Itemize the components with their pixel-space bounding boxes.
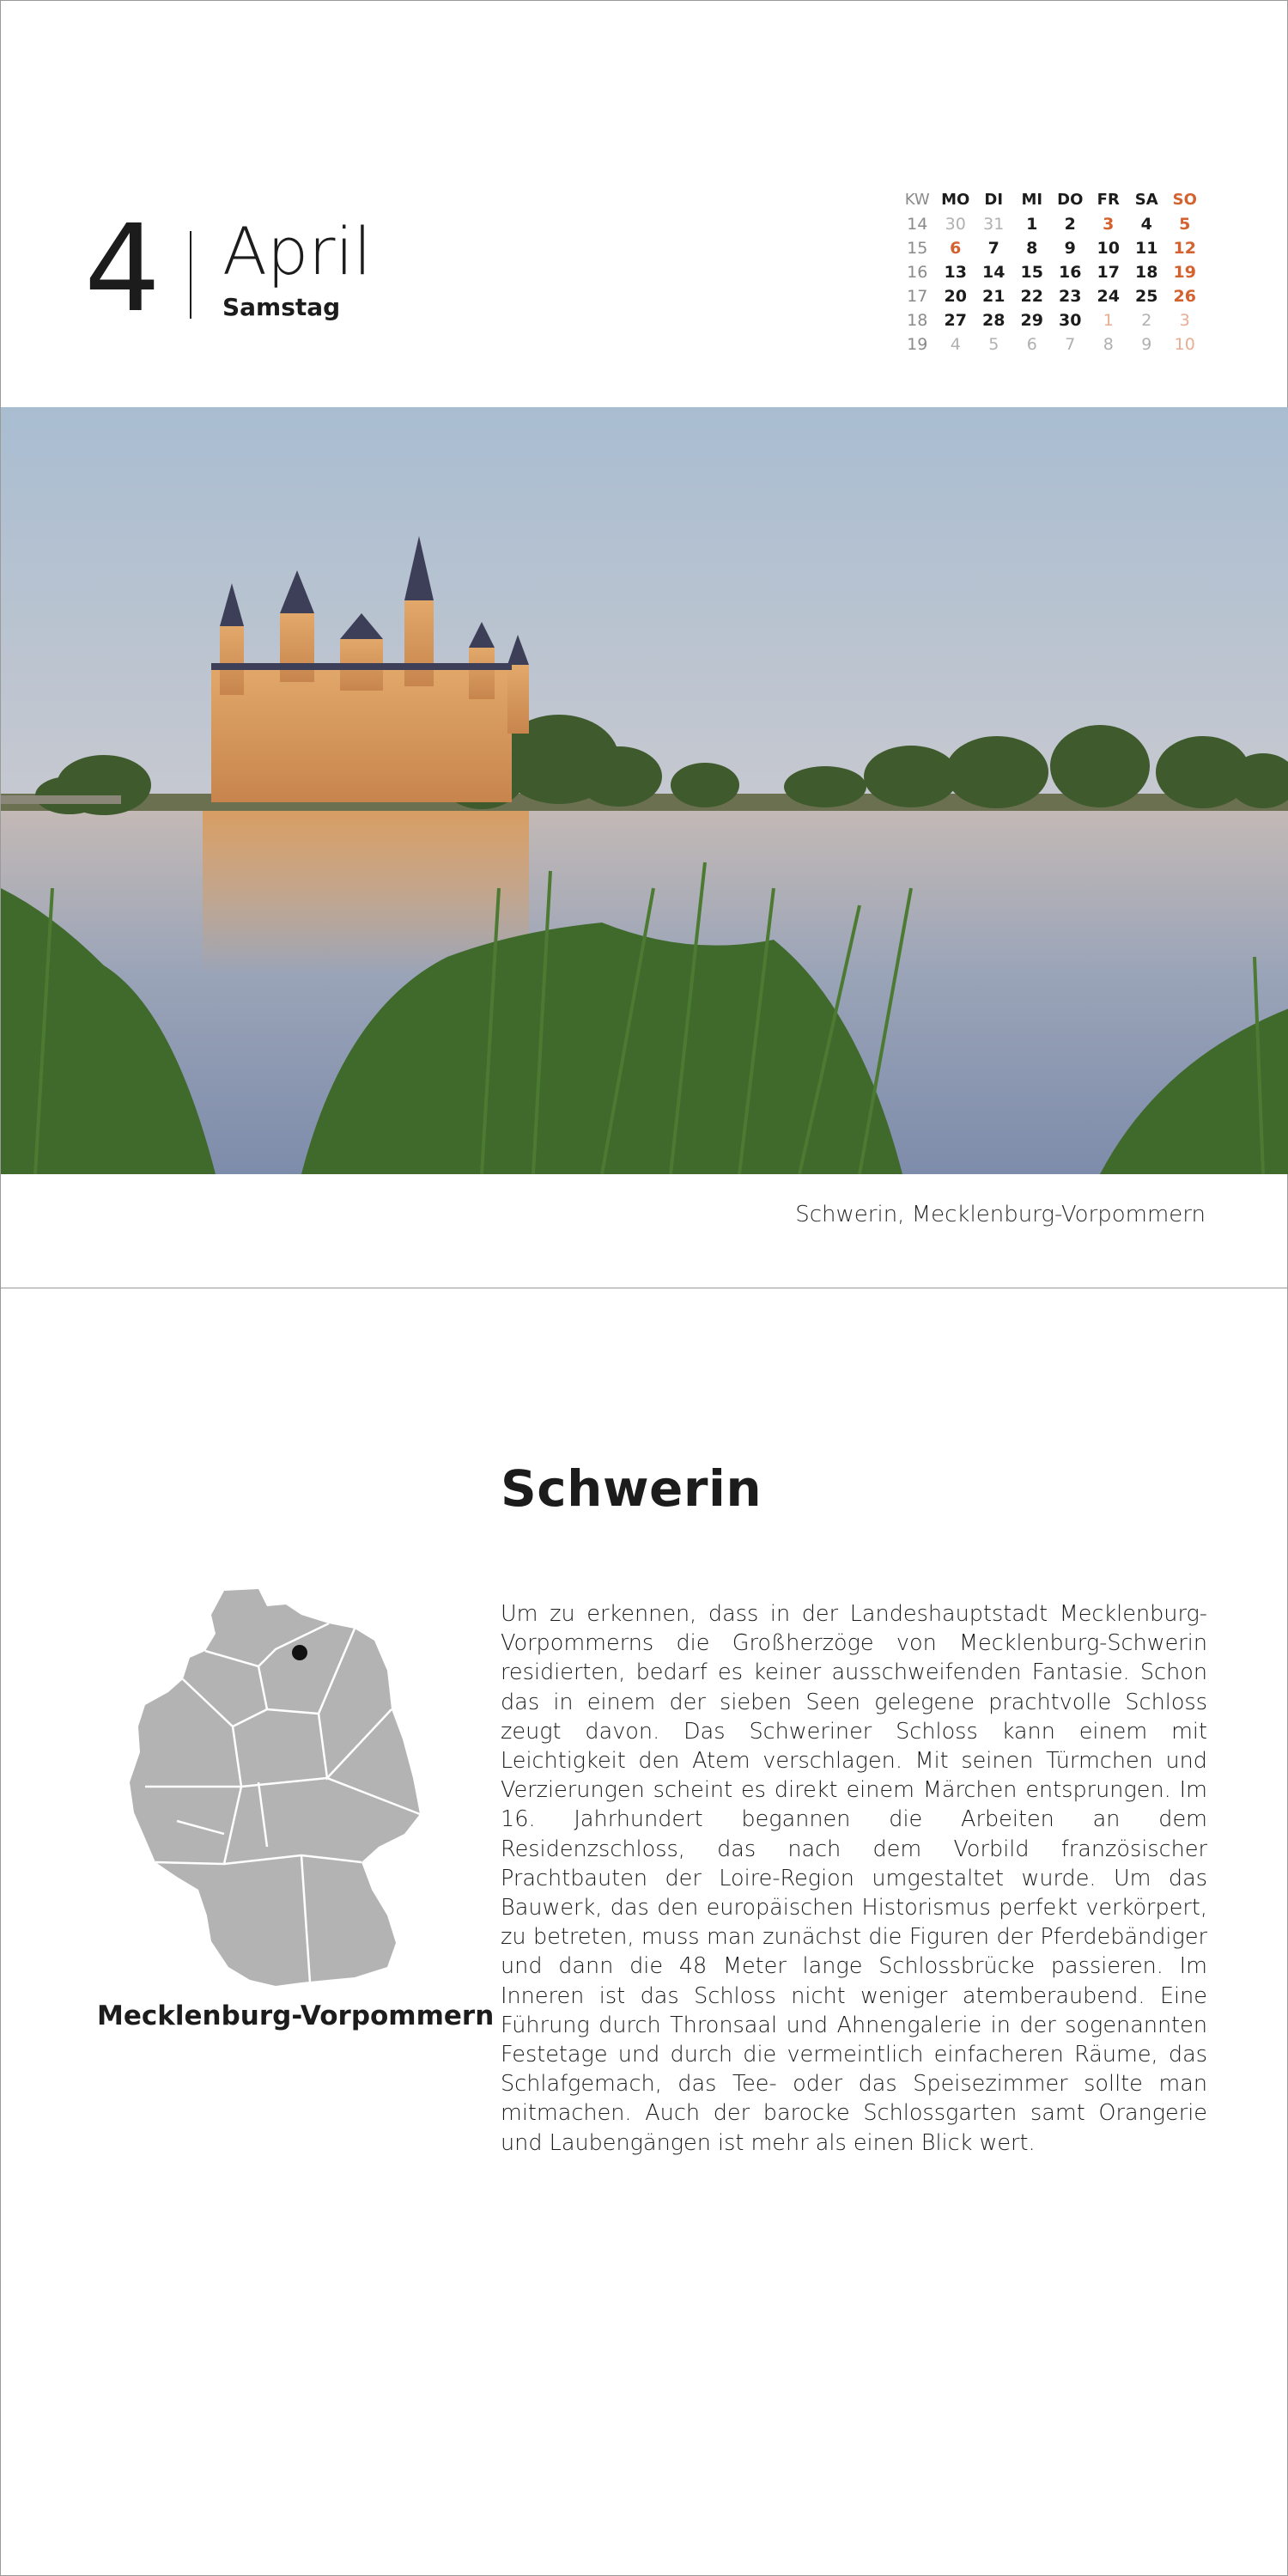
article-title: Schwerin	[501, 1459, 762, 1518]
calendar-day: 3	[1179, 311, 1190, 330]
calendar-day: 1	[1026, 215, 1038, 234]
calendar-header-fr: FR	[1097, 191, 1120, 209]
weekday-name: Samstag	[222, 293, 341, 321]
landscape-photo	[1, 407, 1288, 1174]
calendar-day: 30	[945, 215, 966, 234]
calendar-day: 7	[987, 239, 999, 258]
day-number: 4	[84, 199, 158, 339]
calendar-header-sa: SA	[1134, 191, 1158, 209]
calendar-week-row	[898, 260, 1204, 284]
calendar-day: 27	[944, 311, 967, 330]
calendar-day: 2	[1141, 311, 1152, 330]
calendar-day: 10	[1174, 335, 1195, 354]
calendar-day: 8	[1026, 239, 1038, 258]
calendar-day: 2	[1064, 215, 1076, 234]
mini-month-calendar	[898, 188, 1204, 356]
calendar-day: 6	[950, 239, 962, 258]
calendar-day: 21	[982, 287, 1005, 306]
germany-map	[130, 1589, 439, 1993]
calendar-week-row	[898, 236, 1204, 260]
calendar-day: 22	[1020, 287, 1043, 306]
calendar-day: 8	[1103, 335, 1114, 354]
calendar-header-so: SO	[1172, 191, 1197, 209]
calendar-day: 14	[982, 263, 1005, 282]
calendar-day: 5	[988, 335, 999, 354]
calendar-week-row	[898, 332, 1204, 356]
calendar-day: 1	[1103, 311, 1114, 330]
calendar-day: 4	[1140, 215, 1152, 234]
calendar-header-di: DI	[984, 191, 1004, 209]
month-name: April	[222, 213, 372, 289]
calendar-header-mi: MI	[1021, 191, 1043, 209]
calendar-week-number: 16	[907, 263, 928, 282]
calendar-day: 19	[1173, 263, 1196, 282]
calendar-header-kw: KW	[904, 191, 930, 209]
calendar-day: 9	[1141, 335, 1152, 354]
mini-calendar-header-row	[898, 188, 1204, 212]
calendar-day: 17	[1097, 263, 1120, 282]
calendar-day: 16	[1059, 263, 1082, 282]
calendar-day: 24	[1097, 287, 1120, 306]
calendar-day: 13	[944, 263, 967, 282]
article-body: Um zu erkennen, dass in der Landeshauptstadt Mecklenburg-Vorpommerns die Großherzöge von Mecklenburg-Schwerin residierten, bedarf es keiner ausschweifenden Fantasie. Schon das in einem der sieben Seen gelegene prachtvolle Schloss zeugt davon. Das Schweriner Schloss kann einem mit Leichtigkeit den Atem verschlagen. Mit seinen Türmchen und Verzierungen scheint es direkt einem Märchen entsprungen. Im 16. Jahrhundert begannen die Arbeiten an dem Residenzschloss, das nach dem Vorbild französischer Prachtbauten der Loire-Region umgestaltet wurde. Um das Bauwerk, das den europäischen Historismus perfekt verkörpert, zu betreten, muss man zunächst die Figuren der Pferdebändiger und dann die 48 Meter lange Schlossbrücke passieren. Im Inneren ist das Schloss nicht weniger atemberaubend. Eine Führung durch Thronsaal und Ahnengalerie in der sogenannten Festetage und durch die vermeintlich einfacheren Räume, das Schlafgemach, das Tee- oder das Speisezimmer sollte man mitmachen. Auch der barocke Schlossgarten samt Orangerie und Laubengängen ist mehr als einen Blick wert.	[501, 1601, 1207, 2156]
calendar-week-number: 17	[907, 287, 928, 306]
region-label: Mecklenburg-Vorpommern	[97, 2001, 495, 2031]
date-divider	[190, 231, 191, 319]
calendar-day: 15	[1020, 263, 1043, 282]
article-sheet	[0, 1288, 1288, 2576]
calendar-day: 30	[1059, 311, 1082, 330]
calendar-day: 12	[1173, 239, 1196, 258]
calendar-day: 7	[1065, 335, 1076, 354]
calendar-week-row	[898, 284, 1204, 308]
calendar-week-number: 15	[907, 239, 928, 258]
calendar-day: 20	[944, 287, 967, 306]
calendar-week-row	[898, 212, 1204, 236]
calendar-day: 28	[982, 311, 1005, 330]
calendar-day: 11	[1135, 239, 1158, 258]
calendar-day: 4	[950, 335, 961, 354]
calendar-day: 25	[1135, 287, 1158, 306]
calendar-day: 9	[1064, 239, 1076, 258]
calendar-day: 3	[1103, 215, 1115, 234]
calendar-day: 10	[1097, 239, 1120, 258]
calendar-day: 26	[1173, 287, 1196, 306]
calendar-week-row	[898, 308, 1204, 332]
calendar-header-mo: MO	[941, 191, 970, 209]
calendar-day: 31	[983, 215, 1005, 234]
calendar-week-number: 14	[907, 215, 928, 234]
calendar-header-do: DO	[1057, 191, 1084, 209]
calendar-day: 23	[1059, 287, 1082, 306]
calendar-day: 5	[1179, 215, 1191, 234]
calendar-day: 18	[1135, 263, 1158, 282]
calendar-day: 29	[1020, 311, 1043, 330]
schwerin-location-marker	[292, 1645, 307, 1660]
photo-caption: Schwerin, Mecklenburg-Vorpommern	[795, 1202, 1206, 1227]
calendar-day: 6	[1026, 335, 1037, 354]
calendar-week-number: 18	[907, 311, 928, 330]
germany-map-graphic	[130, 1589, 439, 1993]
schwerin-castle-photo	[1, 407, 1288, 1174]
calendar-week-number: 19	[907, 335, 928, 354]
